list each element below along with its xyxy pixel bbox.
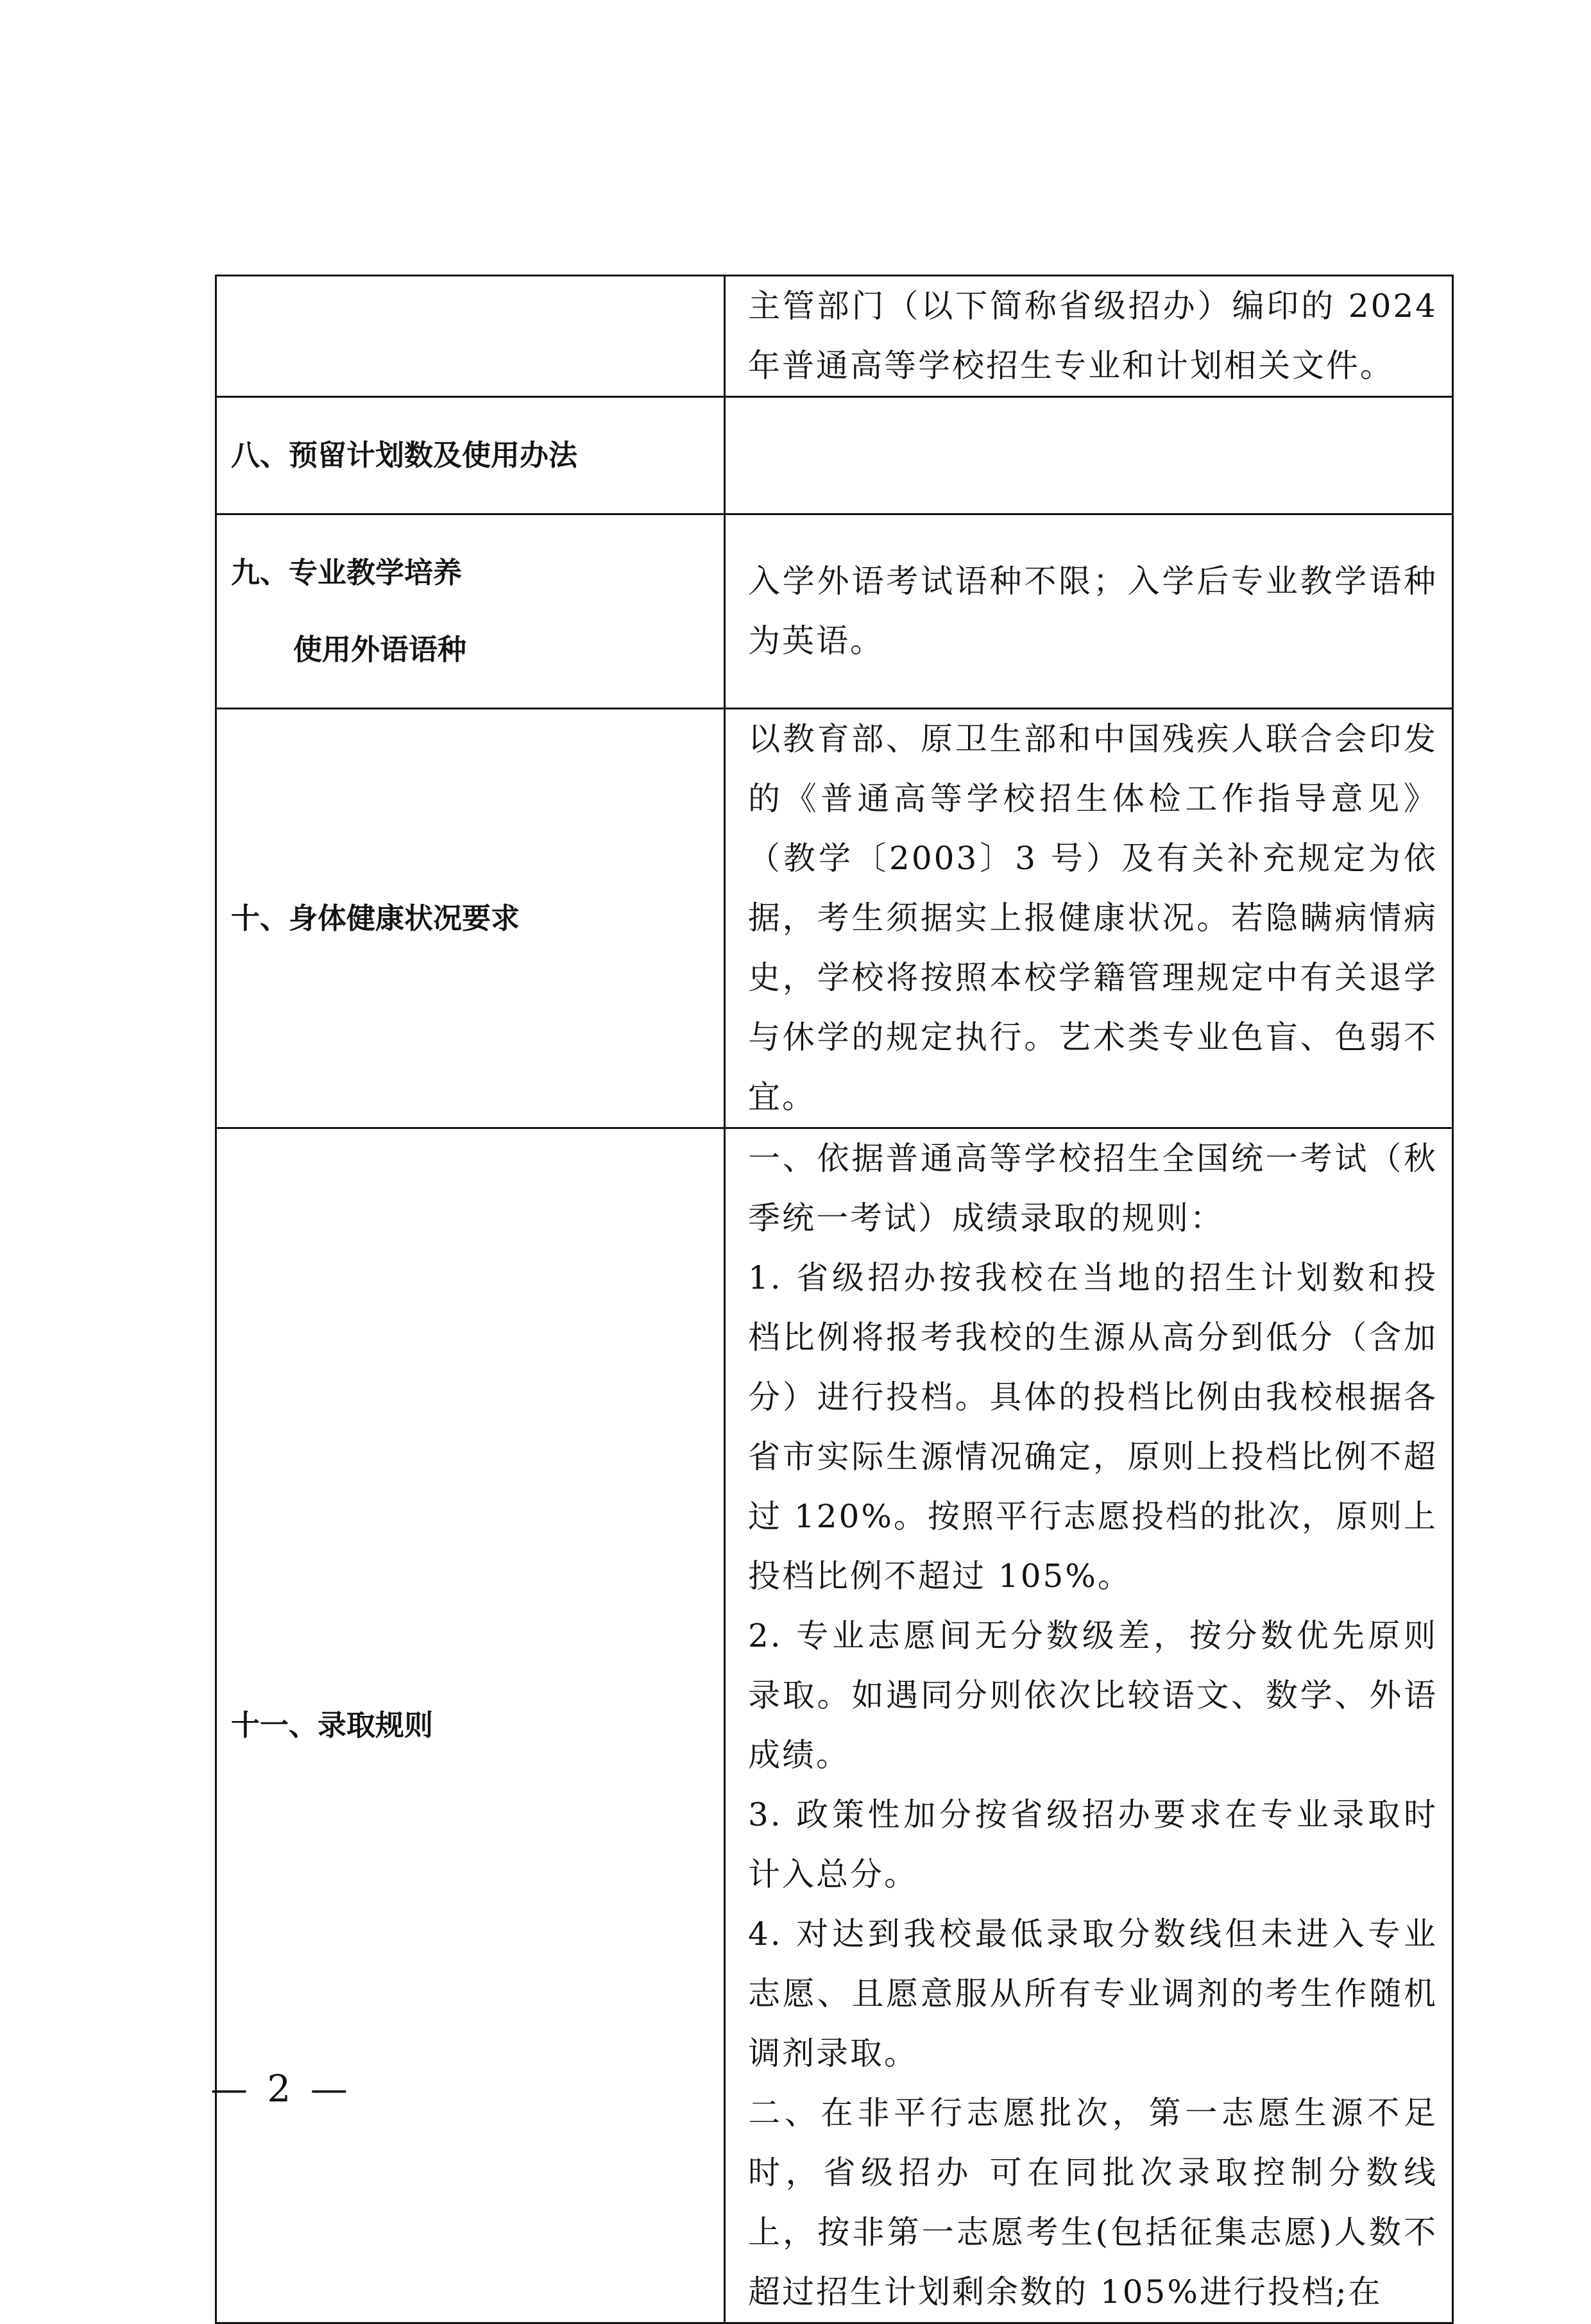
table-row: [216, 709, 1453, 1128]
row-content: [725, 709, 1453, 1128]
row-content: [725, 514, 1453, 709]
row-content: [725, 397, 1453, 514]
table-row: [216, 397, 1453, 514]
content-paragraph: 主管部门（以下简称省级招办）编印的 2024 年普通高等学校招生专业和计划相关文件。: [748, 287, 1438, 384]
table-row: [216, 276, 1453, 397]
content-paragraph: 以教育部、原卫生部和中国残疾人联合会印发的《普通高等学校招生体检工作指导意见》（教学〔2003〕3 号）及有关补充规定为依据，考生须据实上报健康状况。若隐瞒病情病史，学校将按照本校学籍管理规定中有关退学与休学的规定执行。艺术类专业色盲、色弱不宜。: [748, 720, 1438, 1115]
content-paragraph: 3. 政策性加分按省级招办要求在专业录取时计入总分。: [748, 1796, 1438, 1893]
admission-regulations-table: [215, 275, 1454, 2324]
row-label-line: 十、身体健康状况要求: [231, 901, 520, 935]
table-row: [216, 1128, 1453, 2323]
table-row: [216, 514, 1453, 709]
row-content: [725, 1128, 1453, 2323]
row-label-line: 使用外语语种: [293, 632, 467, 666]
row-label: [216, 709, 725, 1128]
page-number: — 2 —: [210, 2067, 352, 2110]
row-label: [216, 1128, 725, 2323]
row-content: [725, 276, 1453, 397]
row-label-line: 八、预留计划数及使用办法: [231, 438, 578, 472]
row-label-line: 九、专业教学培养: [231, 556, 463, 589]
content-paragraph: 一、依据普通高等学校招生全国统一考试（秋季统一考试）成绩录取的规则：: [748, 1140, 1438, 1237]
row-label: [216, 514, 725, 709]
row-label: [216, 276, 725, 397]
content-paragraph: 入学外语考试语种不限；入学后专业教学语种为英语。: [748, 563, 1438, 659]
row-label: [216, 397, 725, 514]
content-paragraph: 2. 专业志愿间无分数级差，按分数优先原则录取。如遇同分则依次比较语文、数学、外语成绩。: [748, 1617, 1438, 1774]
content-paragraph: 1. 省级招办按我校在当地的招生计划数和投档比例将报考我校的生源从高分到低分（含加分）进行投档。具体的投档比例由我校根据各省市实际生源情况确定，原则上投档比例不超过 120%。按照平行志愿投档的批次，原则上投档比例不超过 105%。: [748, 1259, 1438, 1595]
content-paragraph: 4. 对达到我校最低录取分数线但未进入专业志愿、且愿意服从所有专业调剂的考生作随机调剂录取。: [748, 1915, 1438, 2072]
content-paragraph: 二、在非平行志愿批次，第一志愿生源不足时，省级招办 可在同批次录取控制分数线上，按非第一志愿考生(包括征集志愿)人数不超过招生计划剩余数的 105%进行投档;在: [748, 2094, 1438, 2311]
row-label-line: 十一、录取规则: [231, 1708, 434, 1742]
